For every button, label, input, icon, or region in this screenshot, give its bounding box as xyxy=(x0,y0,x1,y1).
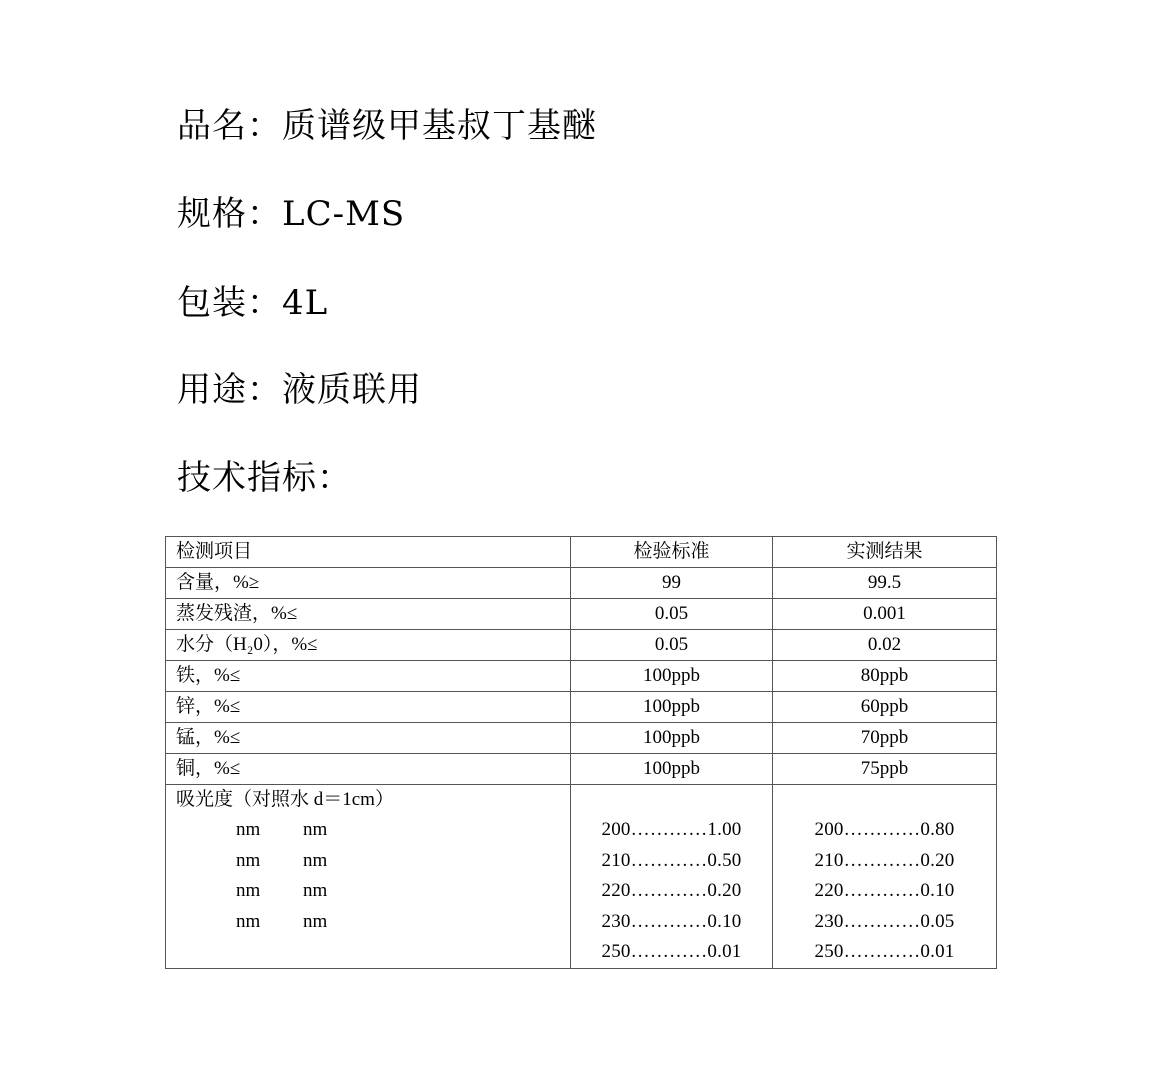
row-standard: 100ppb xyxy=(571,692,773,723)
header-item: 检测项目 xyxy=(166,537,571,568)
row-item: 铁，%≤ xyxy=(166,661,571,692)
unit-label: nm xyxy=(236,819,261,840)
unit-label: nm xyxy=(236,910,261,932)
row-result: 0.001 xyxy=(773,599,997,630)
unit-row xyxy=(166,907,570,938)
table-row xyxy=(166,630,997,661)
tech-spec-heading xyxy=(177,458,352,498)
spec-table xyxy=(165,536,997,969)
table-header-row xyxy=(166,537,997,568)
unit-label: nm xyxy=(236,849,261,871)
product-spec-value: LC-MS xyxy=(282,194,406,234)
unit-row xyxy=(166,846,570,877)
table-row xyxy=(166,754,997,785)
product-pack-label: 包装： xyxy=(177,283,282,323)
row-item: 水分（H₂0），%≤ xyxy=(166,630,571,661)
absorbance-standard-value: 250…………0.01 xyxy=(601,941,742,962)
product-name-line xyxy=(177,106,597,146)
absorbance-row xyxy=(166,785,997,969)
absorbance-standard-value: 220…………0.20 xyxy=(601,880,742,901)
row-result: 70ppb xyxy=(773,723,997,754)
unit-label: nm xyxy=(303,819,328,840)
product-use-label: 用途： xyxy=(177,370,282,410)
row-result: 99.5 xyxy=(773,568,997,599)
row-standard: 100ppb xyxy=(571,661,773,692)
row-item: 蒸发残渣，%≤ xyxy=(166,599,571,630)
table-row xyxy=(166,723,997,754)
row-standard: 100ppb xyxy=(571,754,773,785)
unit-label: nm xyxy=(303,880,328,901)
header-standard: 检验标准 xyxy=(571,537,773,568)
product-use-value: 液质联用 xyxy=(282,370,422,410)
table-row xyxy=(166,692,997,723)
absorbance-result-value: 220…………0.10 xyxy=(814,880,955,901)
row-result: 0.02 xyxy=(773,630,997,661)
absorbance-result-value: 200…………0.80 xyxy=(814,819,955,840)
table-row xyxy=(166,599,997,630)
row-item: 锌，%≤ xyxy=(166,692,571,723)
absorbance-standard-cell xyxy=(571,785,773,969)
product-spec-line xyxy=(177,194,405,234)
product-name-label: 品名： xyxy=(177,106,282,146)
absorbance-result-value: 210…………0.20 xyxy=(814,849,955,871)
unit-label: nm xyxy=(303,910,328,932)
product-spec-label: 规格： xyxy=(177,194,282,234)
absorbance-result-value: 230…………0.05 xyxy=(814,910,955,932)
absorbance-standard-value: 210…………0.50 xyxy=(601,849,742,871)
table-row xyxy=(166,661,997,692)
unit-label: nm xyxy=(236,880,261,901)
absorbance-standard-value: 200…………1.00 xyxy=(601,819,742,840)
absorbance-standard-value: 230…………0.10 xyxy=(601,910,742,932)
product-use-line xyxy=(177,370,422,410)
product-pack-line xyxy=(177,283,328,323)
product-name-value: 质谱级甲基叔丁基醚 xyxy=(282,106,597,146)
row-standard: 0.05 xyxy=(571,599,773,630)
unit-label: nm xyxy=(303,849,328,871)
absorbance-title: 吸光度（对照水 d＝1cm） xyxy=(176,789,394,810)
absorbance-item-cell xyxy=(166,785,571,969)
header-result: 实测结果 xyxy=(773,537,997,568)
absorbance-result-value: 250…………0.01 xyxy=(814,941,955,962)
row-standard: 100ppb xyxy=(571,723,773,754)
row-result: 80ppb xyxy=(773,661,997,692)
row-result: 60ppb xyxy=(773,692,997,723)
unit-row-empty xyxy=(166,937,570,968)
row-standard: 0.05 xyxy=(571,630,773,661)
unit-row xyxy=(166,876,570,907)
row-item: 铜，%≤ xyxy=(166,754,571,785)
row-standard: 99 xyxy=(571,568,773,599)
absorbance-result-cell xyxy=(773,785,997,969)
row-result: 75ppb xyxy=(773,754,997,785)
unit-row xyxy=(166,815,570,846)
row-item: 锰，%≤ xyxy=(166,723,571,754)
row-item: 含量，%≥ xyxy=(166,568,571,599)
table-row xyxy=(166,568,997,599)
product-pack-value: 4L xyxy=(282,283,329,323)
tech-spec-label: 技术指标： xyxy=(177,458,352,498)
